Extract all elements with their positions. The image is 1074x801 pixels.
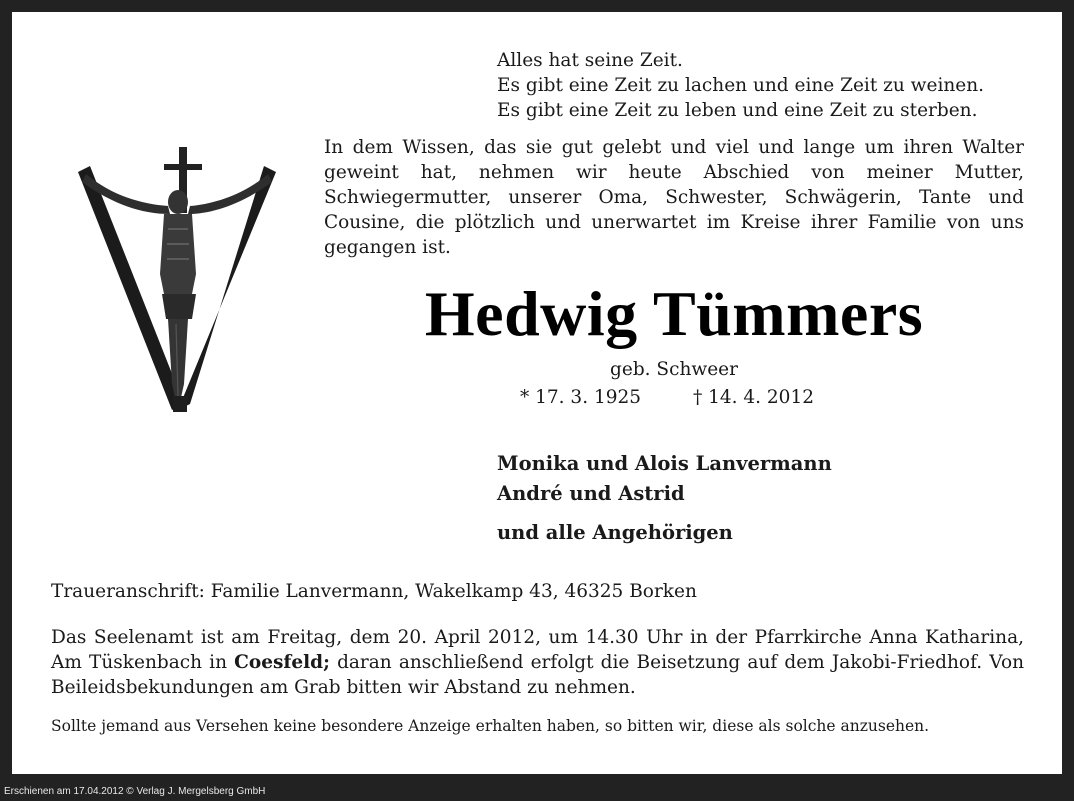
motto-line: Es gibt eine Zeit zu leben und eine Zeit zu sterben.: [497, 100, 978, 121]
motto-line: Es gibt eine Zeit zu lachen und eine Zeit zu weinen.: [497, 75, 985, 96]
death-date: † 14. 4. 2012: [692, 387, 814, 408]
funeral-place: Coesfeld;: [234, 652, 330, 673]
maiden-name: geb. Schweer: [610, 359, 738, 380]
mourner-line: Monika und Alois Lanvermann: [497, 452, 832, 475]
deceased-name: Hedwig Tümmers: [424, 278, 924, 349]
notice-text: Sollte jemand aus Versehen keine besondere Anzeige erhalten haben, so bitten wir, diese als solche anzusehen.: [51, 717, 930, 735]
mourners: [497, 449, 832, 548]
life-dates: [520, 386, 814, 410]
intro-paragraph: In dem Wissen, das sie gut gelebt und viel und lange um ihren Walter geweint hat, nehmen wir heute Abschied von meiner Mutter, Schwiegermutter, unserer Oma, Schwester, Schwägerin, Tante und Cousine, die plötzlich und unerwartet im Kreise ihrer Familie von uns gegangen ist.: [324, 137, 1024, 258]
funeral-details: [51, 625, 1024, 700]
funeral-text-2: daran anschließend erfolgt die Beisetzung auf dem Jakobi-Friedhof. Von Beileidsbekundungen am Grab bitten wir Abstand zu nehmen.: [51, 652, 1024, 698]
publication-footer: Erschienen am 17.04.2012 © Verlag J. Mergelsberg GmbH: [4, 786, 266, 797]
mourner-line: und alle Angehörigen: [497, 521, 733, 544]
funeral-text-1: Das Seelenamt ist am Freitag, dem 20. April 2012, um 14.30 Uhr in der Pfarrkirche Anna Katharina, Am Tüskenbach in: [51, 627, 1024, 673]
motto: [497, 48, 1037, 123]
birth-date: * 17. 3. 1925: [520, 387, 642, 408]
motto-line: Alles hat seine Zeit.: [497, 50, 683, 71]
mourner-line: André und Astrid: [497, 482, 685, 505]
mourning-address: Traueranschrift: Familie Lanvermann, Wakelkamp 43, 46325 Borken: [51, 581, 697, 602]
obituary-notice: [12, 12, 1062, 774]
crucifix-icon: [72, 134, 282, 420]
